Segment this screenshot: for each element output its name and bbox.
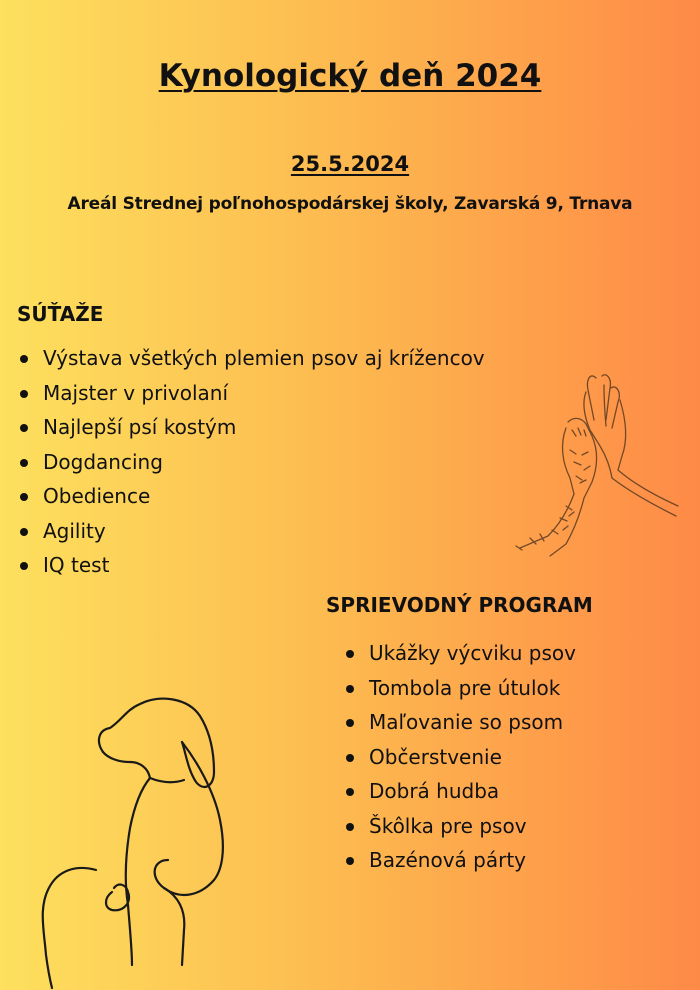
list-item: Škôlka pre psov [343, 809, 576, 844]
competitions-heading: SÚŤAŽE [17, 302, 104, 326]
list-item: Občerstvenie [343, 740, 576, 775]
list-item: Najlepší psí kostým [17, 410, 485, 445]
list-item: Agility [17, 514, 485, 549]
list-item: Dobrá hudba [343, 774, 576, 809]
list-item: Obedience [17, 479, 485, 514]
list-item: Maľovanie so psom [343, 705, 576, 740]
list-item: Tombola pre útulok [343, 671, 576, 706]
list-item: Majster v privolaní [17, 376, 485, 411]
list-item: Výstava všetkých plemien psov aj krížencov [17, 341, 485, 376]
list-item: Bazénová párty [343, 843, 576, 878]
list-item: Ukážky výcviku psov [343, 636, 576, 671]
page-title: Kynologický deň 2024 [158, 58, 542, 94]
list-item: IQ test [17, 548, 485, 583]
program-heading: SPRIEVODNÝ PROGRAM [326, 593, 593, 617]
event-location: Areál Strednej poľnohospodárskej školy, Zavarská 9, Trnava [67, 194, 633, 214]
event-date: 25.5.2024 [290, 152, 410, 176]
list-item: Dogdancing [17, 445, 485, 480]
